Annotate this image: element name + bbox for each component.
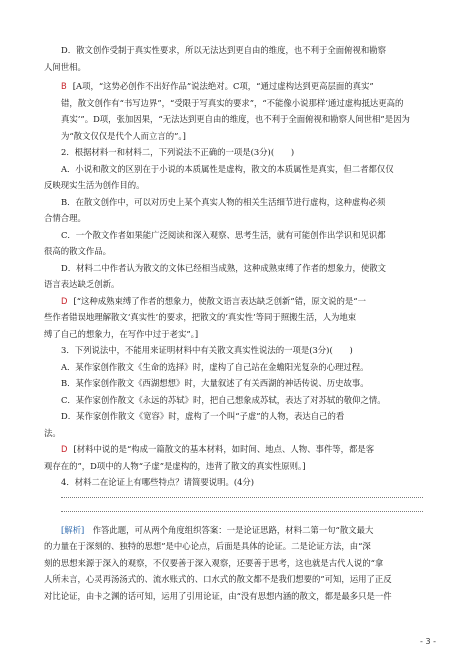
text-line: 人间世相。 [44, 61, 86, 72]
option-d-q3 [44, 408, 428, 425]
answer-writing-line [61, 511, 423, 512]
text-line: A．小说和散文的区别在于小说的本质属性是虚构，散文的本质属性是真实，但二者都仅仅 [61, 163, 394, 174]
text-line: 对比论证，由卡之渊的话可知，运用了引用论证，由“没有思想内涵的散文，都是最多只是一件 [44, 590, 392, 601]
option-c-q3 [44, 392, 428, 409]
text-line: 人所未言，心灵再汤汤式的、流水账式的、口水式的散文都不是我们想要的”可知，运用了正反 [44, 574, 392, 584]
option-b-q2-cont [44, 210, 428, 227]
answer-q3 [44, 441, 428, 458]
answer-q2 [44, 293, 428, 310]
text-line: C．某作家创作散文《永远的苏轼》时，把自己想象成苏轼，表达了对苏轼的敬仰之情。 [61, 394, 386, 405]
text-line: C．一个散文作者如果能广泛阅读和深入观察、思考生活，就有可能创作出学识和见识都 [61, 229, 386, 240]
text-line: D．材料二中作者认为散文的文体已经相当成熟，这种成熟束缚了作者的想象力，使散文 [61, 262, 386, 273]
text-line: 2．根据材料一和材料二，下列说法不正确的一项是(3分)( ) [61, 147, 295, 157]
answer-mark: D [61, 295, 68, 306]
text-line: 语言表达缺乏创新。 [44, 279, 120, 289]
text-line: 4．材料二在论证上有哪些特点？请简要说明。(4分) [61, 477, 255, 487]
option-d-q2-cont [44, 276, 428, 293]
question-2 [44, 144, 428, 161]
option-c-q2 [44, 227, 428, 244]
text-line: 合情合理。 [44, 213, 86, 223]
text-line: [材料中说的是“构成一篇散文的基本材料，如时间、地点、人物、事件等，都是客 [73, 444, 375, 454]
answer-mark: D [61, 444, 68, 454]
text-line: 错，散文创作有“书写边界”，“受限于写真实的要求”，“不能像小说那样‘通过虚构抵达更高的 [61, 97, 404, 108]
page-content [44, 42, 428, 604]
text-line: 为“散文仅仅是代个人而立言的”。] [61, 130, 186, 141]
text-line: B．某作家创作散文《西湖想想》时，大量叙述了有关西湖的神话传说、历史故事。 [61, 378, 369, 388]
text-line: 反映现实生活为创作目的。 [44, 180, 145, 190]
text-line: 很高的散文作品。 [44, 246, 111, 256]
option-b-q2 [44, 194, 428, 211]
answer-q2-cont [44, 309, 428, 342]
text-line: 法。 [44, 427, 61, 438]
text-line: D．某作家创作散文《宽容》时，虚构了一个叫“子虚”的人物，表达自己的看 [61, 411, 345, 421]
option-d-q3-cont [44, 425, 428, 442]
option-d-q1-cont [44, 59, 428, 76]
option-d-q1 [44, 42, 428, 59]
text-line: D．散文创作受制于真实性要求，所以无法达到更自由的维度，也不利于全面俯视和勘察 [61, 45, 386, 55]
text-line: [“这种成熟束缚了作者的想象力，使散文语言表达缺乏创新”错，原文说的是“一 [73, 295, 366, 306]
question-3 [44, 342, 428, 359]
option-b-q3 [44, 375, 428, 392]
analysis-label: [解析] [61, 524, 85, 535]
text-line: 些作者错误地理解散文‘真实性’的要求，把散文的‘真实性’等同于照搬生活，人为地束 [44, 312, 357, 322]
text-line: B．在散文创作中，可以对历史上某个真实人物的相关生活细节进行虚构，这种虚构必须 [61, 196, 386, 207]
text-line: A．某作家创作散文《生命的选择》时，虚构了自己站在金蟾阳光复杂的心理过程。 [61, 361, 369, 372]
text-line: 3．下列说法中，不能用来证明材料中有关散文真实性说法的一项是(3分)( ) [61, 345, 353, 355]
text-line: 观存在的”，D项中的人物“子虚”是虚构的，违背了散文的真实性原则。] [44, 460, 306, 471]
text-line: 作答此题，可从两个角度组织答案：一是论证思路，材料二第一句“散文最大 [92, 524, 374, 535]
answer-writing-line [61, 497, 423, 498]
text-line: 刻的思想来源于深入的观察，不仅要善于深入观察，还要善于思考，这也就是古代人说的“拿 [44, 557, 384, 568]
option-c-q2-cont [44, 243, 428, 260]
analysis-block [44, 522, 428, 539]
question-4 [44, 474, 428, 491]
option-a-q2-cont [44, 177, 428, 194]
page-number: - 3 - [420, 637, 436, 646]
analysis-cont [44, 538, 428, 604]
answer-q3-cont [44, 458, 428, 475]
text-line: 的力量在于深刻的、独特的思想”是中心论点，后面是具体的论证。二是论证方法，由“深 [44, 541, 371, 551]
answer-q1 [44, 78, 428, 144]
text-line: 缚了自己的想象力，在写作中过于老实”。] [44, 328, 199, 339]
text-line: [A项，“这势必创作不出好作品”说法绝对。C项，“通过虚构达到更高层面的真实” [72, 81, 374, 91]
answer-mark: B [61, 81, 67, 91]
option-a-q3 [44, 359, 428, 376]
option-d-q2 [44, 260, 428, 277]
option-a-q2 [44, 161, 428, 178]
text-line: 真实’”。D项，张加因果，“无法达到更自由的维度，也不利于全面俯视和勘察人间世相”是因为 [61, 114, 410, 124]
